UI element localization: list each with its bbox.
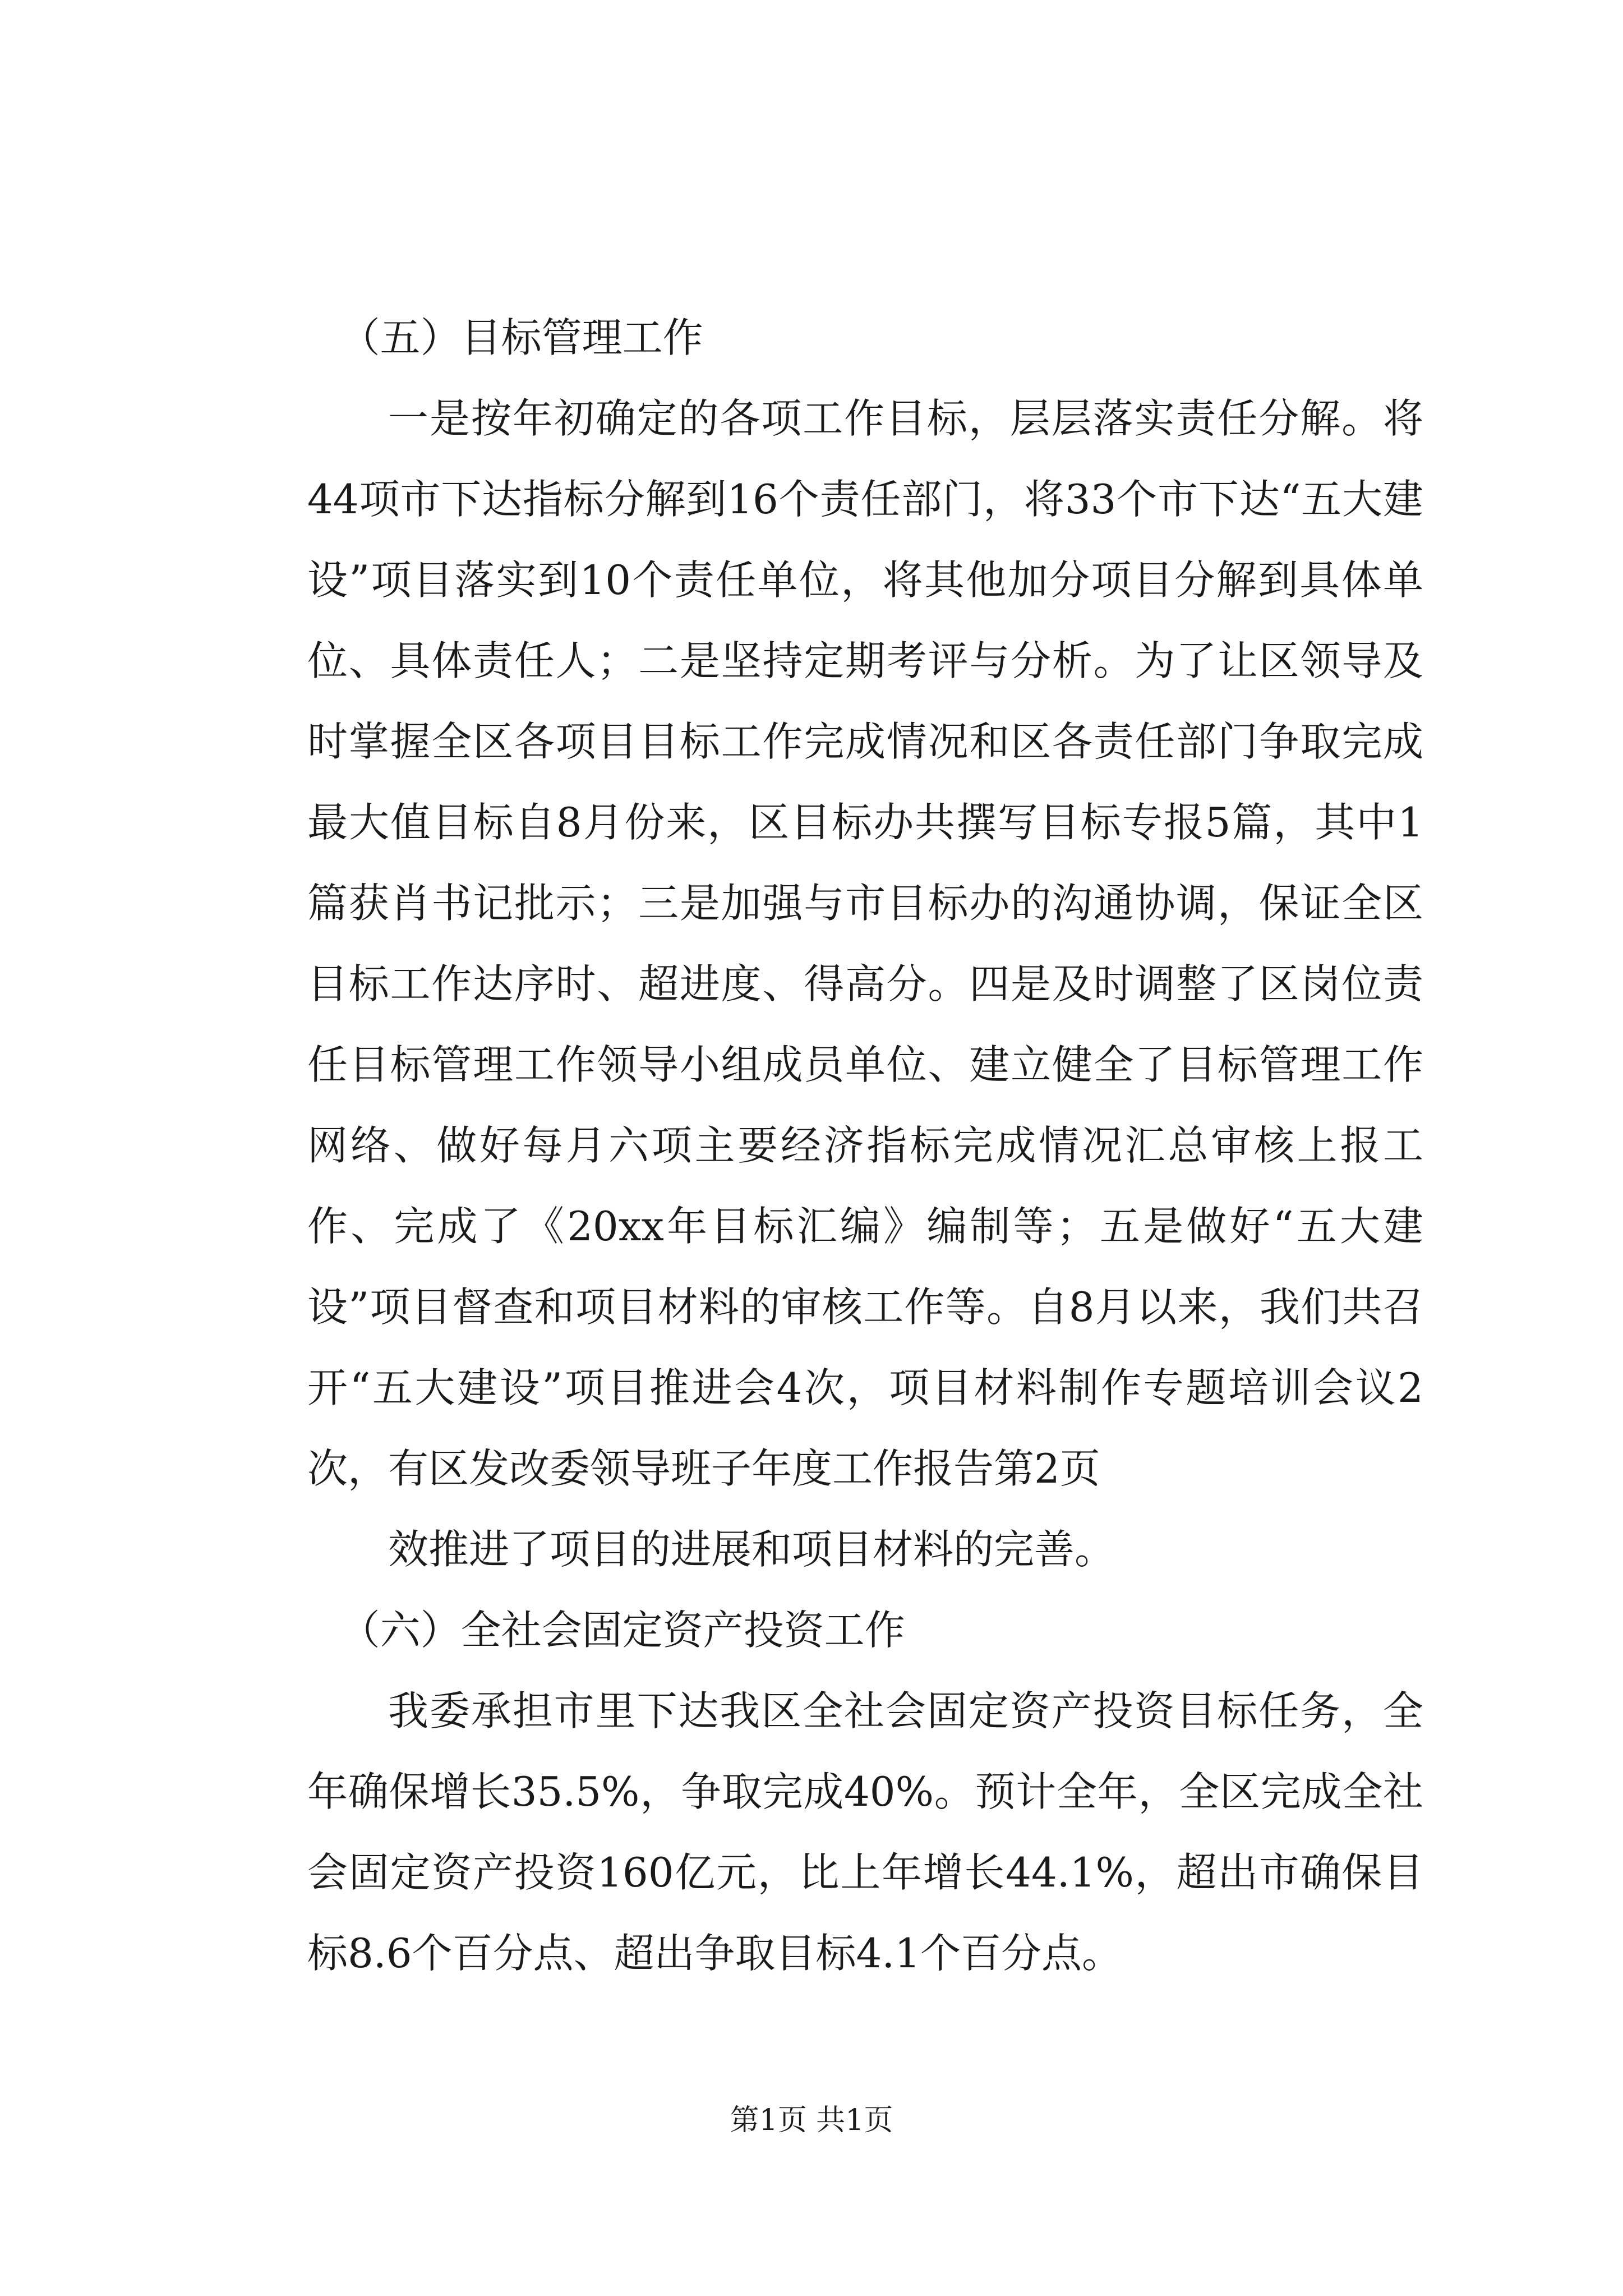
paragraph-target-management: 一是按年初确定的各项工作目标，层层落实责任分解。将44项市下达指标分解到16个责任部门，将33个市下达“五大建设”项目落实到10个责任单位，将其他加分项目分解到具体单位、具体责任人；二是坚持定期考评与分析。为了让区领导及时掌握全区各项目目标工作完成情况和区各责任部门争取完成最大值目标自8月份来，区目标办共撰写目标专报5篇，其中1篇获肖书记批示；三是加强与市目标办的沟通协调，保证全区目标工作达序时、超进度、得高分。四是及时调整了区岗位责任目标管理工作领导小组成员单位、建立健全了目标管理工作网络、做好每月六项主要经济指标完成情况汇总审核上报工作、完成了《20xx年目标汇编》编制等；五是做好“五大建设”项目督查和项目材料的审核工作等。自8月以来，我们共召开“五大建设”项目推进会4次，项目材料制作专题培训会议2次，有区发改委领导班子年度工作报告第2页 [307,395,1423,1492]
section-heading-5: （五）目标管理工作 [339,314,703,361]
page-footer: 第1页 共1页 [730,2104,893,2137]
paragraph-fixed-asset-investment: 我委承担市里下达我区全社会固定资产投资目标任务，全年确保增长35.5%，争取完成40%。预计全年，全区完成全社会固定资产投资160亿元，比上年增长44.1%，超出市确保目标8.6个百分点、超出争取目标4.1个百分点。 [307,1687,1423,1977]
section-heading-6: （六）全社会固定资产投资工作 [339,1607,905,1654]
paragraph-continuation: 效推进了项目的进展和项目材料的完善。 [388,1526,1115,1573]
document-body [307,297,1423,1994]
